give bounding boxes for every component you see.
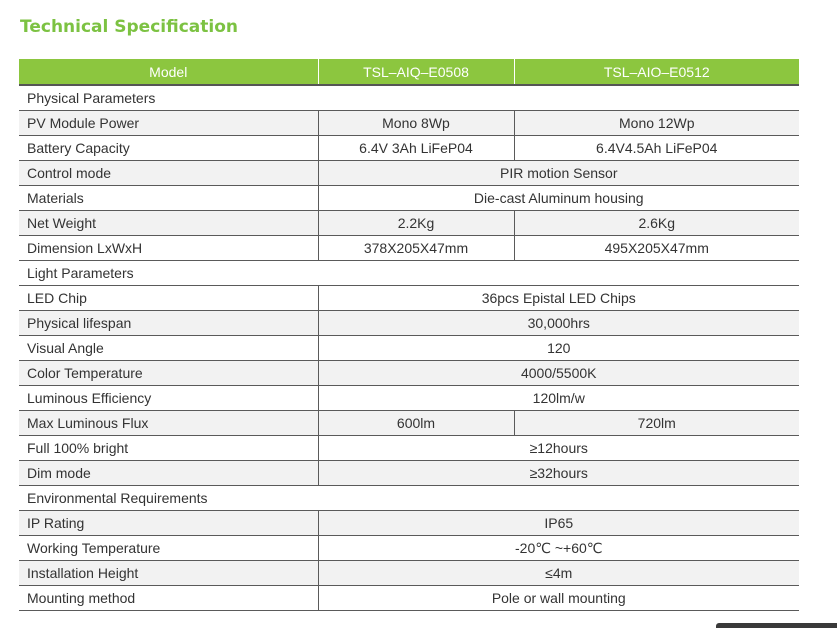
- table-row: [19, 236, 799, 261]
- table-row: [19, 511, 799, 536]
- row-value-model-a: 6.4V 3Ah LiFeP04: [318, 136, 514, 161]
- row-label: LED Chip: [19, 286, 318, 311]
- row-value: PIR motion Sensor: [318, 161, 799, 186]
- row-label: Net Weight: [19, 211, 318, 236]
- row-label: PV Module Power: [19, 111, 318, 136]
- row-value: 36pcs Epistal LED Chips: [318, 286, 799, 311]
- row-label: IP Rating: [19, 511, 318, 536]
- table-row: [19, 361, 799, 386]
- table-row: [19, 136, 799, 161]
- page-title: Technical Specification: [20, 17, 239, 37]
- section-label: Environmental Requirements: [19, 486, 799, 511]
- section-label: Light Parameters: [19, 261, 799, 286]
- row-label: Max Luminous Flux: [19, 411, 318, 436]
- row-value-model-b: 6.4V4.5Ah LiFeP04: [514, 136, 799, 161]
- row-label: Working Temperature: [19, 536, 318, 561]
- row-value: 30,000hrs: [318, 311, 799, 336]
- row-label: Visual Angle: [19, 336, 318, 361]
- row-value-model-a: 378X205X47mm: [318, 236, 514, 261]
- row-value-model-b: Mono 12Wp: [514, 111, 799, 136]
- row-label: Materials: [19, 186, 318, 211]
- section-label: Physical Parameters: [19, 85, 799, 111]
- row-label: Battery Capacity: [19, 136, 318, 161]
- row-value: 120: [318, 336, 799, 361]
- row-value: ≥32hours: [318, 461, 799, 486]
- header-model-label: Model: [19, 59, 318, 85]
- row-value-model-b: 495X205X47mm: [514, 236, 799, 261]
- table-row: [19, 586, 799, 611]
- table-row: [19, 386, 799, 411]
- row-value: ≥12hours: [318, 436, 799, 461]
- table-row: [19, 111, 799, 136]
- row-label: Mounting method: [19, 586, 318, 611]
- table-row: [19, 211, 799, 236]
- table-row: [19, 161, 799, 186]
- header-model-b: TSL–AIO–E0512: [514, 59, 799, 85]
- row-value: Die-cast Aluminum housing: [318, 186, 799, 211]
- table-header-row: [19, 59, 799, 85]
- row-label: Control mode: [19, 161, 318, 186]
- table-row: [19, 436, 799, 461]
- table-row: [19, 336, 799, 361]
- row-value: 4000/5500K: [318, 361, 799, 386]
- row-value: Pole or wall mounting: [318, 586, 799, 611]
- table-row: [19, 186, 799, 211]
- row-value-model-a: 2.2Kg: [318, 211, 514, 236]
- section-row: [19, 261, 799, 286]
- row-value: -20℃ ~+60℃: [318, 536, 799, 561]
- spec-table: [19, 59, 799, 611]
- section-row: [19, 85, 799, 111]
- table-row: [19, 536, 799, 561]
- spec-table-body: [19, 85, 799, 611]
- table-row: [19, 411, 799, 436]
- table-row: [19, 461, 799, 486]
- row-label: Full 100% bright: [19, 436, 318, 461]
- table-row: [19, 286, 799, 311]
- row-value: IP65: [318, 511, 799, 536]
- row-label: Color Temperature: [19, 361, 318, 386]
- row-value-model-b: 2.6Kg: [514, 211, 799, 236]
- table-row: [19, 561, 799, 586]
- row-label: Physical lifespan: [19, 311, 318, 336]
- row-value-model-a: 600lm: [318, 411, 514, 436]
- row-value: 120lm/w: [318, 386, 799, 411]
- row-value-model-b: 720lm: [514, 411, 799, 436]
- section-row: [19, 486, 799, 511]
- table-row: [19, 311, 799, 336]
- row-label: Installation Height: [19, 561, 318, 586]
- header-model-a: TSL–AIQ–E0508: [318, 59, 514, 85]
- row-value-model-a: Mono 8Wp: [318, 111, 514, 136]
- row-label: Luminous Efficiency: [19, 386, 318, 411]
- row-label: Dimension LxWxH: [19, 236, 318, 261]
- row-value: ≤4m: [318, 561, 799, 586]
- corner-bar: [716, 623, 837, 628]
- row-label: Dim mode: [19, 461, 318, 486]
